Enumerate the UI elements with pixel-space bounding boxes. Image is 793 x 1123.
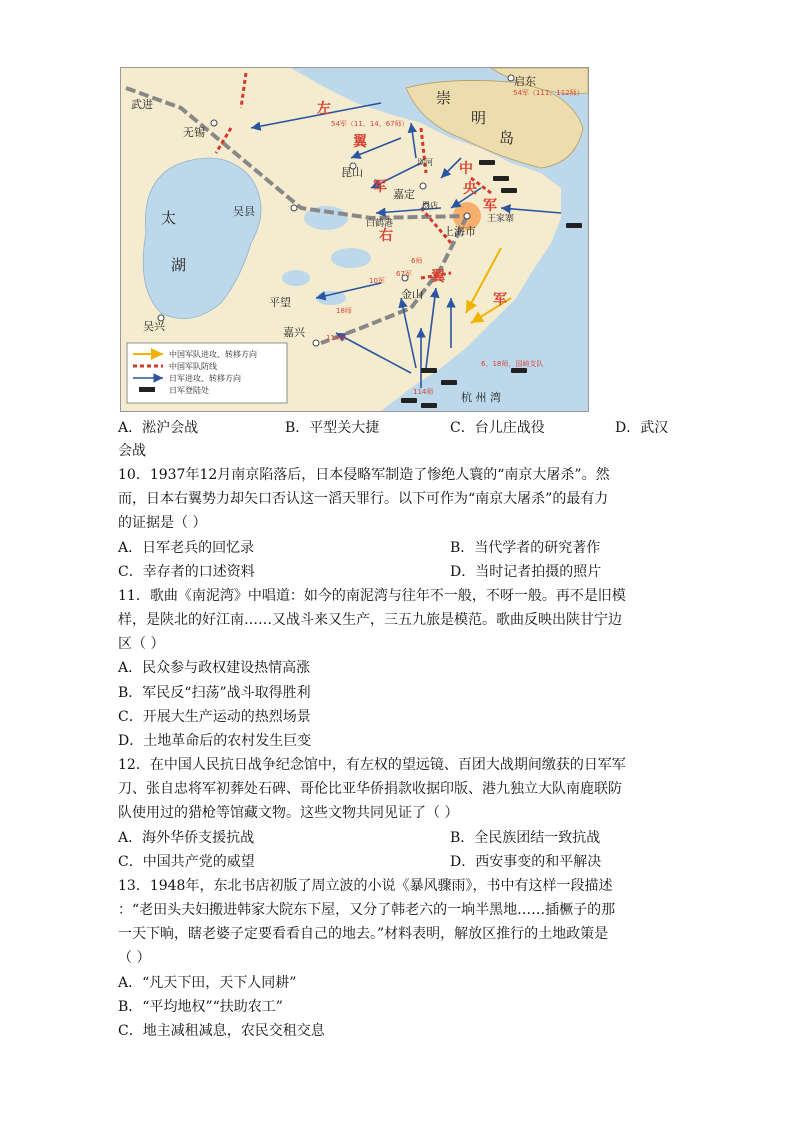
q9-option-d: D．武汉 xyxy=(615,420,669,436)
map-wing-right-2: 翼 xyxy=(431,269,445,285)
map-unit: 10军 xyxy=(369,277,385,285)
map-unit: 54军（111、112师） xyxy=(513,89,584,97)
map-label-jinshan: 金山 xyxy=(401,288,423,301)
map-city-dot xyxy=(464,213,470,219)
q13-stem-3: 一天下晌，瞎老婆子定要看看自己的地去。”材料表明，解放区推行的土地政策是 xyxy=(118,926,609,942)
map-wing-left-1: 左 xyxy=(317,101,331,117)
map-label-chong: 崇 xyxy=(436,89,452,107)
q10-stem-1: 10．1937年12月南京陷落后，日本侵略军制造了惨绝人寰的“南京大屠杀”。然 xyxy=(118,467,610,483)
map-label-baiheging: 白鹤港 xyxy=(366,219,394,229)
map-unit: 67军 xyxy=(396,270,412,278)
q12-option-d: D．西安事变的和平解决 xyxy=(450,854,602,870)
q12-option-b: B．全民族团结一致抗战 xyxy=(450,830,601,846)
q12-stem-1: 12．在中国人民抗日战争纪念馆中，有左权的望远镜、百团大战期间缴获的日军军 xyxy=(118,757,626,773)
map-label-pingwang: 平望 xyxy=(269,296,291,309)
map-label-hangzhou-wan: 杭 州 湾 xyxy=(461,391,501,404)
map-ship xyxy=(501,188,517,193)
map-label-shanghai: 上海市 xyxy=(443,225,476,238)
q12-option-a: A．海外华侨支援抗战 xyxy=(118,830,255,846)
map-wing-right-3: 军 xyxy=(493,292,507,308)
q11-option-b: B．军民反“扫荡”战斗取得胜利 xyxy=(118,685,311,701)
map-label-wujin: 武进 xyxy=(131,98,153,111)
q12-option-c: C．中国共产党的威望 xyxy=(118,854,255,870)
q13-option-b: B．“平均地权”“扶助农工” xyxy=(118,999,283,1015)
map-label-liuhe: 浏河 xyxy=(417,158,433,167)
map-label-wuxing: 吴兴 xyxy=(143,320,165,333)
map-city-dot xyxy=(211,120,217,126)
map-unit: 18师 xyxy=(336,307,352,315)
map-label-tai: 太 xyxy=(161,209,177,227)
map-lake xyxy=(331,248,371,268)
map-ship xyxy=(493,176,509,181)
map-ship xyxy=(441,380,457,385)
map-ship xyxy=(479,160,495,165)
map-wing-center-1: 中 xyxy=(459,161,473,177)
map-unit: 114师 xyxy=(413,388,434,396)
map-lake xyxy=(282,270,310,286)
battle-map xyxy=(120,67,589,412)
map-unit: 6师 xyxy=(411,257,423,265)
map-label-wuxi: 无锡 xyxy=(183,126,205,139)
q9-option-d-cont: 会战 xyxy=(118,443,146,459)
q13-stem-2: ：“老田头夫妇搬进韩家大院东下屋，又分了韩老六的一垧半黑地……插橛子的那 xyxy=(118,902,616,918)
map-label-wangjiazhai: 王家寨 xyxy=(487,214,515,224)
q9-option-c: C．台儿庄战役 xyxy=(450,420,545,436)
map-city-dot xyxy=(291,205,297,211)
legend-jp-attack: 日军进攻、转移方向 xyxy=(169,374,241,383)
map-label-luodian: 罗店 xyxy=(422,201,438,210)
map-city-dot xyxy=(420,183,426,189)
map-wing-left-3: 军 xyxy=(373,179,387,195)
q10-option-d: D．当时记者拍摄的照片 xyxy=(450,564,602,580)
q12-stem-3: 队使用过的猎枪等馆藏文物。这些文物共同见证了（ ） xyxy=(118,805,459,821)
map-wing-left-2: 翼 xyxy=(353,134,367,150)
q11-stem-2: 样，是陕北的好江南……又战斗来又生产，三五九旅是模范。歌曲反映出陕甘宁边 xyxy=(118,612,622,628)
map-ship xyxy=(511,368,527,373)
q13-stem-1: 13．1948年，东北书店初版了周立波的小说《暴风骤雨》，书中有这样一段描述 xyxy=(118,878,613,894)
map-lake xyxy=(316,291,346,305)
map-label-jiading: 嘉定 xyxy=(393,188,415,201)
map-ship xyxy=(566,223,582,228)
q11-stem-1: 11．歌曲《南泥湾》中唱道：如今的南泥湾与往年不一般，不呀一般。再不是旧模 xyxy=(118,588,626,604)
map-label-qidong: 启东 xyxy=(514,75,536,88)
q9-option-b: B．平型关大捷 xyxy=(285,420,380,436)
map-wing-right-1: 右 xyxy=(379,228,393,244)
legend-cn-defense: 中国军队防线 xyxy=(169,362,217,371)
legend-cn-attack: 中国军队进攻、转移方向 xyxy=(169,350,257,359)
q9-option-a: A．淞沪会战 xyxy=(118,420,199,436)
q11-option-a: A．民众参与政权建设热情高涨 xyxy=(118,660,311,676)
map-unit: 114师 xyxy=(326,334,347,342)
q10-option-c: C．幸存者的口述资料 xyxy=(118,564,255,580)
map-unit: 6、18师，国崎支队 xyxy=(481,360,544,368)
map-legend xyxy=(127,343,287,403)
map-wing-center-3: 军 xyxy=(483,198,497,214)
q13-option-a: A．“凡天下田，天下人同耕” xyxy=(118,975,297,991)
map-label-kunshan: 昆山 xyxy=(341,166,363,179)
q10-stem-3: 的证据是（ ） xyxy=(118,515,207,531)
q11-stem-3: 区（ ） xyxy=(118,636,165,652)
q10-option-b: B．当代学者的研究著作 xyxy=(450,540,601,556)
map-ship xyxy=(421,403,437,408)
q13-stem-4: （ ） xyxy=(118,950,151,966)
map-label-dao: 岛 xyxy=(499,129,515,147)
map-ship xyxy=(421,368,437,373)
q13-option-c: C．地主减租减息，农民交租交息 xyxy=(118,1023,325,1039)
q10-option-a: A．日军老兵的回忆录 xyxy=(118,540,255,556)
map-label-wuxian: 吴县 xyxy=(233,205,255,218)
legend-jp-landing: 日军登陆处 xyxy=(169,386,209,395)
q11-option-d: D．土地革命后的农村发生巨变 xyxy=(118,733,312,749)
map-wing-center-2: 央 xyxy=(463,181,477,197)
map-label-hu: 湖 xyxy=(171,256,187,274)
map-ship xyxy=(401,398,417,403)
q12-stem-2: 刀、张自忠将军初葬处石碑、哥伦比亚华侨捐款收据印版、港九独立大队南鹿联防 xyxy=(118,781,622,797)
map-label-jiaxing: 嘉兴 xyxy=(283,326,305,339)
map-label-ming: 明 xyxy=(471,109,487,127)
map-city-dot xyxy=(313,340,319,346)
q11-option-c: C．开展大生产运动的热烈场景 xyxy=(118,709,311,725)
q10-stem-2: 而，日本右翼势力却矢口否认这一滔天罪行。以下可作为“南京大屠杀”的最有力 xyxy=(118,491,609,507)
map-unit: 54军（11、14、67师） xyxy=(331,120,409,128)
